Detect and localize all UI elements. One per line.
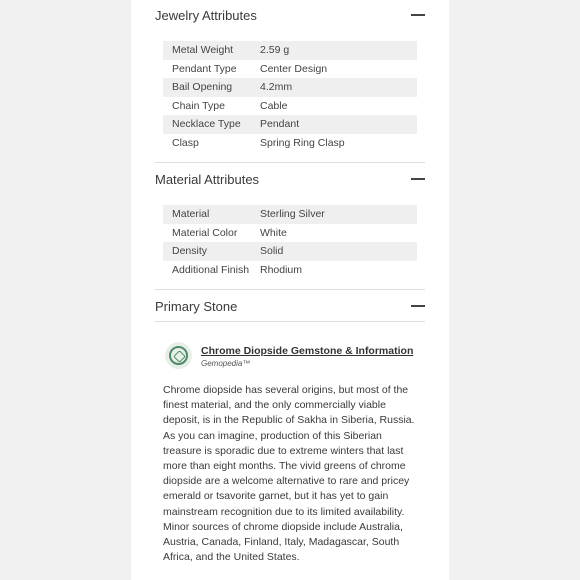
- minus-icon[interactable]: [411, 8, 425, 22]
- attr-value: Rhodium: [260, 263, 303, 276]
- table-row: [163, 97, 417, 116]
- material-attributes-title: Material Attributes: [155, 171, 260, 187]
- primary-stone-title: Primary Stone: [155, 298, 238, 314]
- table-row: [163, 115, 417, 134]
- attr-value: Spring Ring Clasp: [260, 136, 345, 149]
- attr-value: Solid: [260, 245, 284, 258]
- attr-key: Density: [172, 245, 208, 258]
- attr-key: Material Color: [172, 226, 238, 239]
- table-row: [163, 261, 417, 280]
- attr-value: Center Design: [260, 62, 328, 75]
- minus-icon[interactable]: [411, 299, 425, 313]
- attr-key: Additional Finish: [172, 263, 250, 276]
- table-row: [163, 242, 417, 261]
- attr-value: 2.59 g: [260, 44, 290, 57]
- minus-icon[interactable]: [411, 172, 425, 186]
- attr-key: Necklace Type: [172, 118, 241, 131]
- jewelry-attributes-title: Jewelry Attributes: [155, 7, 257, 23]
- primary-stone-header[interactable]: [155, 291, 425, 321]
- gemopedia-logo-icon: [165, 342, 192, 369]
- material-attributes-table: [163, 205, 417, 279]
- gemstone-info-link[interactable]: Chrome Diopside Gemstone & Information: [201, 345, 414, 357]
- attr-value: Sterling Silver: [260, 208, 325, 221]
- table-row: [163, 205, 417, 224]
- product-details-panel: [131, 0, 449, 580]
- attr-value: Pendant: [260, 118, 300, 131]
- attr-key: Metal Weight: [172, 44, 234, 57]
- attr-value: White: [260, 226, 287, 239]
- attr-value: 4.2mm: [260, 81, 293, 94]
- table-row: [163, 134, 417, 153]
- table-row: [163, 224, 417, 243]
- gemstone-description: Chrome diopside has several origins, but most of the finest material, and the only commercially viable deposit, is in the Republic of Sakha in Siberia, Russia. As you can imagine, production of this Siberian treasure is sporadic due to extreme winters that last more than eight months. The vivid greens of chrome diopside are a welcome alternative to rare and pricey emerald or tsavorite garnet, but it has yet to gain mainstream recognition due to its limited availability. Minor sources of chrome diopside include Australia, Austria, Canada, Finland, Italy, Madagascar, South Africa, and the United States.: [163, 384, 415, 564]
- gemopedia-link-block[interactable]: [165, 342, 413, 369]
- section-divider: [155, 321, 425, 322]
- section-divider: [155, 289, 425, 290]
- material-attributes-header[interactable]: [155, 164, 425, 194]
- attr-key: Bail Opening: [172, 81, 233, 94]
- attr-key: Pendant Type: [172, 62, 237, 75]
- attr-value: Cable: [260, 99, 288, 112]
- jewelry-attributes-table: [163, 41, 417, 152]
- attr-key: Material: [172, 208, 210, 221]
- jewelry-attributes-header[interactable]: [155, 0, 425, 30]
- section-divider: [155, 162, 425, 163]
- table-row: [163, 78, 417, 97]
- table-row: [163, 60, 417, 79]
- table-row: [163, 41, 417, 60]
- gemopedia-source: Gemopedia™: [201, 359, 251, 368]
- attr-key: Clasp: [172, 136, 199, 149]
- attr-key: Chain Type: [172, 99, 225, 112]
